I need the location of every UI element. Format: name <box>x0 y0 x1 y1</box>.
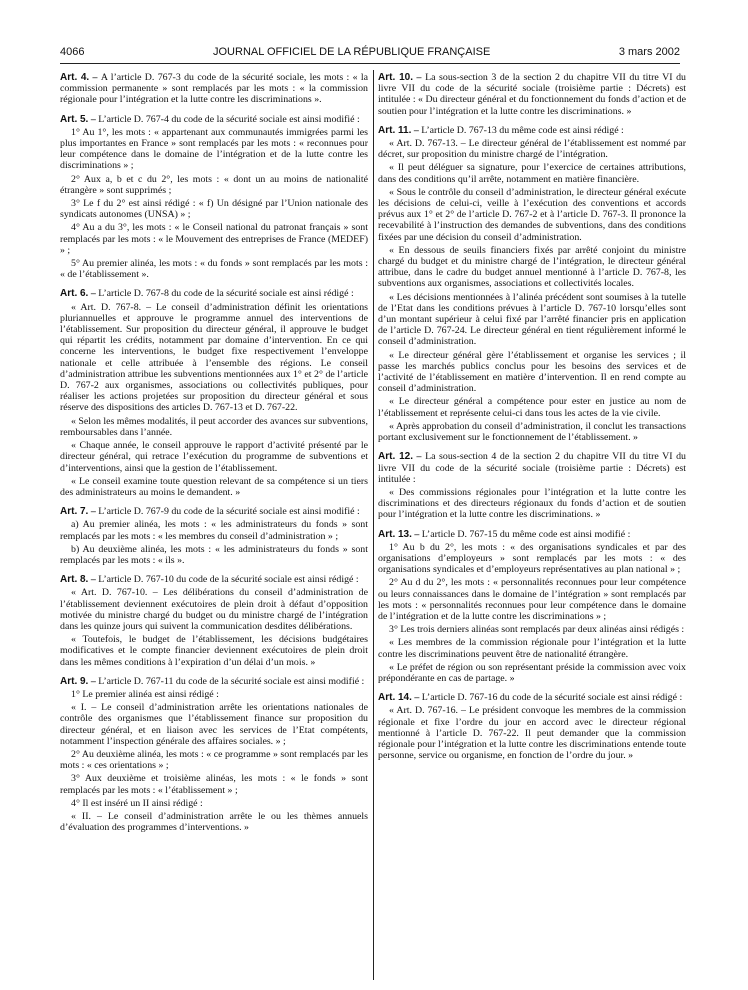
body-paragraph: « Après approbation du conseil d’administration, il conclut les transactions portant exclusivement sur le fonctionnement de l’établissement. » <box>378 420 686 444</box>
article-paragraph <box>60 288 368 299</box>
body-paragraph: « Art. D. 767-16. – Le président convoque les membres de la commission régionale et fixe l’ordre du jour en accord avec le directeur régional mentionné à l’article D. 767-22. Il peut demander que la commission régionale pour l’intégration et la lutte contre les discriminations entende toute personne, service ou organisme, en fonction de l’ordre du jour. » <box>378 705 686 762</box>
body-paragraph: « Toutefois, le budget de l’établissement, les décisions budgétaires modificatives et le compte financier deviennent exécutoires de plein droit dans les mêmes conditions à l’expiration d’un délai d’un mois. » <box>60 634 368 668</box>
article-paragraph <box>378 125 686 136</box>
journal-title: JOURNAL OFFICIEL DE LA RÉPUBLIQUE FRANÇAISE <box>213 46 491 58</box>
article-text: La sous-section 4 de la section 2 du chapitre VII du titre VI du livre VII du code de la sécurité sociale (troisième partie : Décrets) est intitulée : <box>378 451 686 485</box>
body-paragraph: « II. – Le conseil d’administration arrête le ou les thèmes annuels d’évaluation des programmes d’interventions. » <box>60 810 368 834</box>
body-paragraph: « Sous le contrôle du conseil d’administration, le directeur général exécute les décisions de celui-ci, veille à l’exécution des conventions et accords prévus aux 1° et 2° de l’article D. 767-2 et à l’article D. 767-3. Il prononce la recevabilité à l’instruction des demandes de subventions, dans des conditions fixées par une décision du conseil d’administration. <box>378 186 686 243</box>
body-paragraph: « Art. D. 767-10. – Les délibérations du conseil d’administration de l’établissement deviennent exécutoires de plein droit à défaut d’opposition motivée du ministre chargé du budget ou du ministre chargé de l’intégration dans les quinze jours qui suivent la communication desdites délibérations. <box>60 587 368 632</box>
article-dash: – <box>88 288 99 300</box>
body-paragraph: « Art. D. 767-8. – Le conseil d’administration définit les orientations pluriannuelles et approuve le programme annuel des interventions de l’établissement. Sur proposition du directeur général, il approuve le budget qui répartit les crédits, notamment par domaine d’intervention. En ce qui concerne les interventions, le budget fixe respectivement l’enveloppe nationale et celle attribuée à l’ensemble des régions. Le conseil d’administration attribue les subventions mentionnées aux 1° et 2° de l’article D. 767-2 aux organismes, associations ou collectivités publiques, pour réaliser les actions projetées sur proposition du directeur général et sous réserve des dispositions des articles D. 767-13 et D. 767-22. <box>60 301 368 414</box>
body-paragraph: « En dessous de seuils financiers fixés par arrêté conjoint du ministre chargé du budget et du ministre chargé de l’intégration, le directeur général attribue, dans le cadre du budget annuel mentionné à l’article D. 767-8, les subventions aux organismes, associations et collectivités locales. <box>378 244 686 290</box>
body-paragraph: 1° Au 1°, les mots : « appartenant aux communautés immigrées parmi les plus importantes en France » sont remplacés par les mots : « reconnues pour leur compétence dans le domaine de l’intégration et de la lutte contre les discriminations » ; <box>60 126 368 172</box>
body-paragraph: « Les décisions mentionnées à l’alinéa précédent sont soumises à la tutelle de l’Etat dans les conditions prévues à l’article D. 767-10 lorsqu’elles sont d’un montant supérieur à celui fixé par l’arrêté financier pris en application de l’article D. 767-24. Le directeur général en tient régulièrement informé le conseil d’administration. <box>378 291 686 348</box>
article-dash: – <box>413 72 426 83</box>
body-paragraph: 2° Aux a, b et c du 2°, les mots : « dont un au moins de nationalité étrangère » sont supprimés ; <box>60 173 368 196</box>
body-paragraph: 3° Le f du 2° est ainsi rédigé : « f) Un désigné par l’Union nationale des syndicats autonomes (UNSA) » ; <box>60 198 368 221</box>
article-paragraph <box>60 676 368 687</box>
article-paragraph <box>60 114 368 125</box>
article-text: L’article D. 767-15 du même code est ainsi modifié : <box>421 528 631 540</box>
body-paragraph: 2° Au deuxième alinéa, les mots : « ce programme » sont remplacés par les mots : « ces orientations » ; <box>60 748 368 772</box>
article-paragraph <box>60 506 368 517</box>
article-number: Art. 8. <box>60 574 89 586</box>
article-number: Art. 7. <box>60 506 89 518</box>
article-dash: – <box>88 113 99 125</box>
body-paragraph: « Le directeur général gère l’établissement et organise les services ; il passe les marchés publics conclus pour les besoins des services et de l’activité de l’établissement en matière d’intervention. Il en rend compte au conseil d’administration. <box>378 349 686 395</box>
article-text: La sous-section 3 de la section 2 du chapitre VII du titre VI du livre VII du code de la sécurité sociale (troisième partie : Décrets) est intitulée : « Du directeur général et du fonctionnement du fonds d’action et de soutien pour l’intégration et la lutte contre les discriminations. » <box>378 72 686 117</box>
page-header <box>60 46 680 64</box>
body-paragraph: « Les membres de la commission régionale pour l’intégration et la lutte contre les discriminations peuvent être de nationalité étrangère. <box>378 637 686 660</box>
article-dash: – <box>88 574 99 586</box>
article-number: Art. 12. <box>378 451 413 463</box>
body-paragraph: 5° Au premier alinéa, les mots : « du fonds » sont remplacés par les mots : « de l’établissement ». <box>60 258 368 281</box>
article-columns <box>60 68 686 980</box>
body-paragraph: 3° Les trois derniers alinéas sont remplacés par deux alinéas ainsi rédigés : <box>389 624 685 636</box>
article-dash: – <box>88 675 99 687</box>
body-paragraph: 1° Au b du 2°, les mots : « des organisations syndicales et par des organisations d’employeurs » sont remplacés par les mots : « des organisations syndicales et d’employeurs représentatives au plan national » ; <box>378 541 686 576</box>
body-paragraph: « Chaque année, le conseil approuve le rapport d’activité présenté par le directeur général, qui retrace l’exécution du programme de subventions et d’interventions, ainsi que la gestion de l’établissement. <box>60 440 368 474</box>
article-text: L’article D. 767-4 du code de la sécurité sociale est ainsi modifié : <box>98 113 360 125</box>
article-paragraph <box>378 72 686 117</box>
body-paragraph: « Art. D. 767-13. – Le directeur général de l’établissement est nommé par décret, sur proposition du ministre chargé de l’intégration. <box>378 138 686 161</box>
body-paragraph: « I. – Le conseil d’administration arrête les orientations nationales de contrôle des organismes que l’établissement finance sur proposition du directeur général, et en liaison avec les services de l’Etat compétents, notamment l’inspection générale des affaires sociales. » ; <box>60 702 368 747</box>
right-column <box>378 68 686 980</box>
article-dash: – <box>411 124 422 136</box>
article-text: A l’article D. 767-3 du code de la sécurité sociale, les mots : « la commission permanente » sont remplacés par les mots : « la commission régionale pour l’intégration et la lutte contre les discriminations ». <box>60 72 368 106</box>
body-paragraph: 3° Aux deuxième et troisième alinéas, les mots : « le fonds » sont remplacés par les mots : « l’établissement » ; <box>60 773 368 796</box>
body-paragraph: « Le directeur général a compétence pour ester en justice au nom de l’établissement et représente celui-ci dans tous les actes de la vie civile. <box>378 396 686 419</box>
body-paragraph: « Le préfet de région ou son représentant préside la commission avec voix prépondérante en cas de partage. » <box>378 661 686 684</box>
article-text: L’article D. 767-8 du code de la sécurité sociale est ainsi rédigé : <box>98 288 354 300</box>
article-paragraph <box>60 72 368 106</box>
article-text: L’article D. 767-10 du code de la sécurité sociale est ainsi rédigé : <box>98 574 359 586</box>
body-paragraph: 2° Au d du 2°, les mots : « personnalités reconnues pour leur compétence ou leurs connaissances dans le domaine de l’intégration » sont remplacés par les mots : « personnalités reconnues pour leur compétence dans le domaine de l’intégration et de la lutte contre les discriminations » ; <box>378 577 686 622</box>
article-text: L’article D. 767-11 du code de la sécurité sociale est ainsi modifié : <box>98 675 365 687</box>
publication-date: 3 mars 2002 <box>618 46 680 58</box>
article-paragraph <box>378 451 686 485</box>
article-text: L’article D. 767-9 du code de la sécurité sociale est ainsi modifié : <box>98 506 360 518</box>
body-paragraph: 1° Le premier alinéa est ainsi rédigé : <box>71 688 219 700</box>
article-number: Art. 5. <box>60 113 89 125</box>
body-paragraph: 4° Au a du 3°, les mots : « le Conseil national du patronat français » sont remplacés par les mots : « le Mouvement des entreprises de France (MEDEF) » ; <box>60 222 368 256</box>
body-paragraph: 4° Il est inséré un II ainsi rédigé : <box>71 797 203 809</box>
article-number: Art. 11. <box>378 124 412 136</box>
article-number: Art. 13. <box>378 528 412 540</box>
article-dash: – <box>89 72 101 83</box>
article-dash: – <box>411 528 422 540</box>
page-number: 4066 <box>60 46 85 58</box>
body-paragraph: a) Au premier alinéa, les mots : « les administrateurs du fonds » sont remplacés par les mots : « les membres du conseil d’administration » ; <box>60 519 368 542</box>
column-divider <box>373 70 374 980</box>
article-paragraph <box>378 529 686 540</box>
left-column <box>60 68 368 980</box>
article-number: Art. 10. <box>378 72 413 83</box>
article-dash: – <box>88 506 99 518</box>
article-dash: – <box>411 692 422 704</box>
body-paragraph: « Des commissions régionales pour l’intégration et la lutte contre les discriminations et des directeurs régionaux du fonds d’action et de soutien pour l’intégration et la lutte contre les discriminations. » <box>378 486 686 521</box>
article-number: Art. 14. <box>378 692 412 704</box>
article-text: L’article D. 767-13 du même code est ainsi rédigé : <box>421 124 624 136</box>
body-paragraph: « Selon les mêmes modalités, il peut accorder des avances sur subventions, remboursables dans l’année. <box>60 415 368 438</box>
article-paragraph <box>60 574 368 585</box>
article-number: Art. 6. <box>60 288 89 300</box>
article-text: L’article D. 767-16 du code de la sécurité sociale est ainsi rédigé : <box>421 692 683 704</box>
body-paragraph: b) Au deuxième alinéa, les mots : « les administrateurs du fonds » sont remplacés par les mots : « ils ». <box>60 543 368 566</box>
article-paragraph <box>378 692 686 703</box>
article-number: Art. 9. <box>60 675 89 687</box>
article-number: Art. 4. <box>60 72 90 83</box>
article-dash: – <box>413 451 426 463</box>
body-paragraph: « Le conseil examine toute question relevant de sa compétence si un tiers des administrateurs au moins le demandent. » <box>60 475 368 498</box>
body-paragraph: « Il peut déléguer sa signature, pour l’exercice de certaines attributions, dans des conditions qu’il arrête, notamment en matière financière. <box>378 162 686 185</box>
